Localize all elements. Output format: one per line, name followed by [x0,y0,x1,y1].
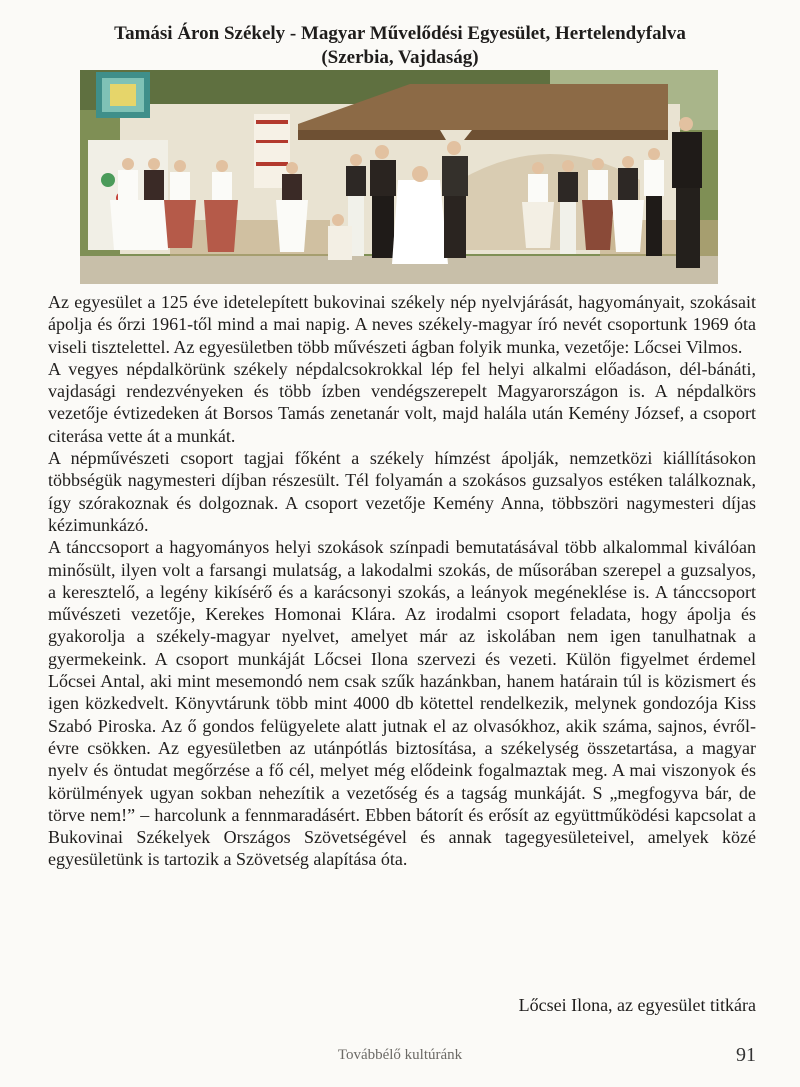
paragraph-dance-group: A tánccsoport a hagyományos helyi szokások színpadi bemutatásával több alkalommal kiválóan minősült, ilyen volt a farsangi mulatság, a lakodalmi szokás, de műsorában szerepel a guzsalyos, a keresztelő, a legény kikísérő és a karácsonyi szokás, a leányok megéneklése is. A tánccsoport művészeti vezetője, Kerekes Homonai Klára. Az irodalmi csoport feladata, hogy ápolja és gyakorolja a székely-magyar nyelvet, amelyet már az iskolában nem igen tanulhatnak a gyermekeink. A csoport munkáját Lőcsei Ilona szervezi és vezeti. Külön figyelmet érdemel Lőcsei Antal, aki mint mesemondó nem csak szűk hazánkban, hanem határain túl is közismert és igen közkedvelt. Könyvtárunk több mint 4000 db kötettel rendelkezik, melynek gondozója Kiss Szabó Piroska. Az ő gondos felügyelete alatt jutnak el az olvasókhoz, akik száma, sajnos, évről-évre csökken. Az egyesületben az utánpótlás biztosítása, a székelység összetartása, a magyar nyelv és öntudat megőrzése a fő cél, melyet még elődeink fogalmaztak meg. A mai viszonyok és körülmények ugyan sokban nehezítik a vezetőség és a tagság munkáját. S „megfogyva bár, de törve nem!” – harcolunk a fennmaradásért. Ebben bátorít és erősít az együttműködési kapcsolat a Bukovinai Székelyek Országos Szövetségével és annak tagegyesületeivel, amelyek közé egyesületünk is tartozik a Szövetség alapítása óta. [48,537,756,870]
folk-dance-group-photo [80,70,718,284]
author-signature: Lőcsei Ilona, az egyesület titkára [518,995,756,1015]
title-line-1: Tamási Áron Székely - Magyar Művelődési Egyesület, Hertelendyfalva [114,23,686,44]
paragraph-association-intro: Az egyesület a 125 éve idetelepített bukovinai székely nép nyelvjárását, hagyományait, szokásait ápolja és őrzi 1961-től mind a mai napig. A neves székely-magyar író nevét csoportunk 1969 óta viseli tisztelettel. Az egyesületben több művészeti ágban folyik munka, vezetője: Lőcsei Vilmos. [48,292,756,357]
page-number: 91 [736,1044,756,1066]
running-footer-title: Továbbélő kultúránk [337,1047,463,1063]
paragraph-folk-song-choir: A vegyes népdalkörünk székely népdalcsokrokkal lép fel helyi alkalmi előadáson, dél-bánáti, vajdasági rendezvényeken és több ízben vendégszerepelt Magyarországon is. A népdalkörs vezetője évtizedeken át Borsos Tamás zenetanár volt, majd halála után Kemény József, a csoport citerása vette át a munkát. [48,358,756,446]
article-body [48,291,756,871]
paragraph-folk-art-group: A népművészeti csoport tagjai főként a székely hímzést ápolják, nemzetközi kiállításokon többségük nagymesteri díjban részesült. Tél folyamán a szokásos guzsalyos estéken találkoznak, így szórakoznak és dolgoznak. A csoport vezetője Kemény Anna, többszöri nagymesteri díjas kézimunkázó. [48,448,756,535]
article-title [40,22,760,70]
title-line-2: (Szerbia, Vajdaság) [321,47,479,68]
